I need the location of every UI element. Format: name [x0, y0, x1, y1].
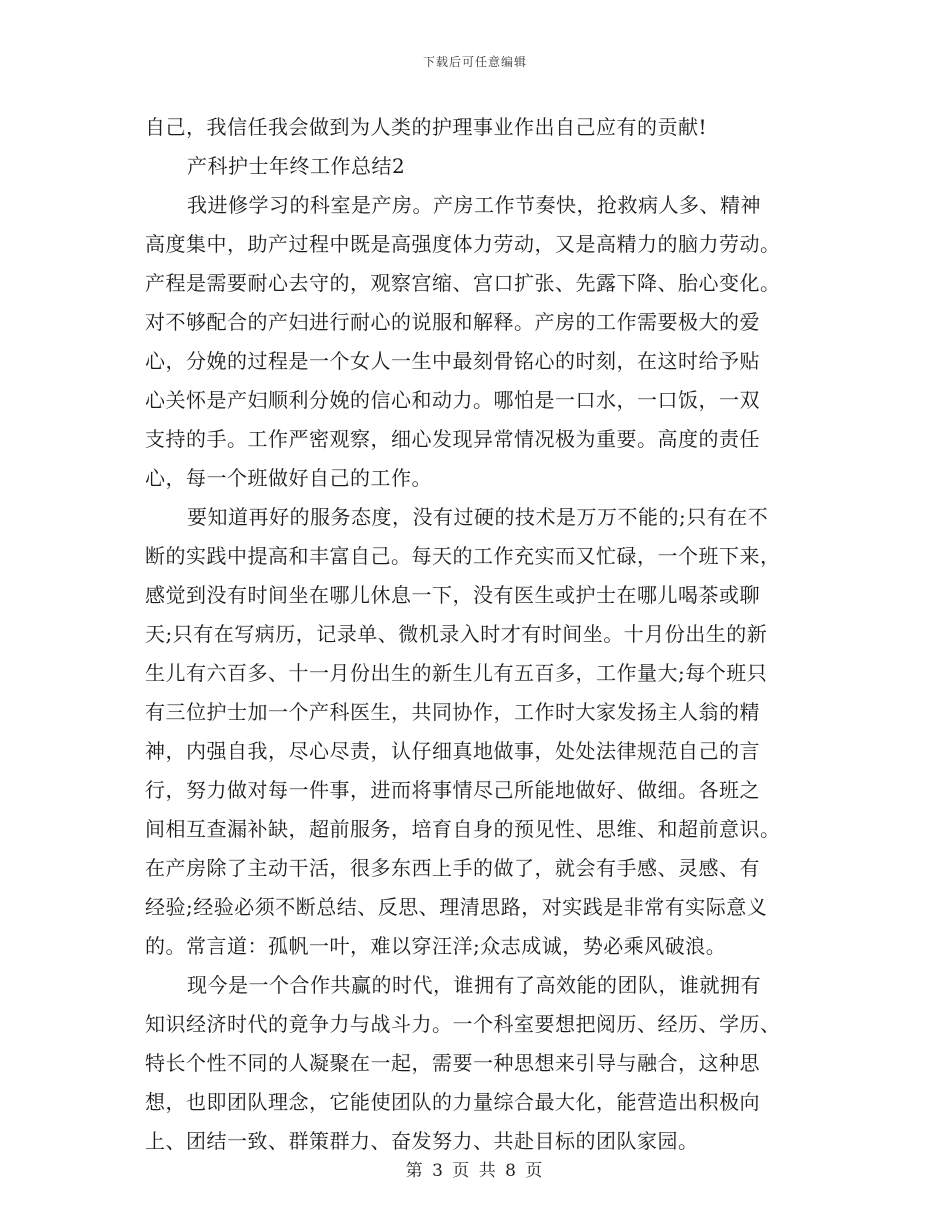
text-line: 经验;经验必须不断总结、反思、理清思路，对实践是非常有实际意义: [145, 895, 768, 919]
text-line: 有三位护士加一个产科医生，共同协作，工作时大家发扬主人翁的精: [145, 700, 760, 724]
text-line: 想，也即团队理念，它能使团队的力量综合最大化，能营造出积极向: [145, 1090, 760, 1114]
text-line: 对不够配合的产妇进行耐心的说服和解释。产房的工作需要极大的爱: [145, 310, 760, 334]
text-line: 在产房除了主动干活，很多东西上手的做了，就会有手感、灵感、有: [145, 856, 760, 880]
text-line: 知识经济时代的竟争力与战斗力。一个科室要想把阅历、经历、学历、: [145, 1012, 781, 1036]
text-line: 特长个性不同的人凝聚在一起，需要一种思想来引导与融合，这种思: [145, 1051, 760, 1075]
text-line: 上、团结一致、群策群力、奋发努力、共赴目标的团队家园。: [145, 1129, 699, 1153]
section-title: 产科护士年终工作总结2: [187, 154, 406, 178]
text-line: 感觉到没有时间坐在哪儿休息一下，没有医生或护士在哪儿喝茶或聊: [145, 583, 760, 607]
text-line: 断的实践中提高和丰富自己。每天的工作充实而又忙碌，一个班下来，: [145, 544, 781, 568]
text-line: 产程是需要耐心去守的，观察宫缩、宫口扩张、先露下降、胎心变化。: [145, 271, 781, 295]
text-line: 生儿有六百多、十一月份出生的新生儿有五百多，工作量大;每个班只: [145, 661, 768, 685]
text-line: 天;只有在写病历，记录单、微机录入时才有时间坐。十月份出生的新: [145, 622, 768, 646]
header-note: 下载后可任意编辑: [422, 55, 527, 69]
text-line: 自己，我信任我会做到为人类的护理事业作出自己应有的贡献!: [145, 115, 708, 139]
text-line: 高度集中，助产过程中既是高强度体力劳动，又是高精力的脑力劳动。: [145, 232, 781, 256]
page-footer: 第 3 页 共 8 页: [405, 1161, 545, 1181]
text-line: 现今是一个合作共赢的时代，谁拥有了高效能的团队，谁就拥有: [187, 973, 761, 997]
text-line: 心，分娩的过程是一个女人一生中最刻骨铭心的时刻，在这时给予贴: [145, 349, 760, 373]
text-line: 心，每一个班做好自己的工作。: [145, 466, 432, 490]
text-line: 要知道再好的服务态度，没有过硬的技术是万万不能的;只有在不: [187, 505, 769, 529]
text-line: 间相互查漏补缺，超前服务，培育自身的预见性、思维、和超前意识。: [145, 817, 781, 841]
document-body: [145, 108, 810, 1161]
text-line: 我进修学习的科室是产房。产房工作节奏快，抢救病人多、精神: [187, 193, 761, 217]
text-line: 的。常言道：孤帆一叶，难以穿汪洋;众志成诚，势必乘风破浪。: [145, 934, 727, 958]
text-line: 行，努力做对每一件事，进而将事情尽己所能地做好、做细。各班之: [145, 778, 760, 802]
text-line: 支持的手。工作严密观察，细心发现异常情况极为重要。高度的责任: [145, 427, 760, 451]
text-line: 心关怀是产妇顺利分娩的信心和动力。哪怕是一口水，一口饭，一双: [145, 388, 760, 412]
text-line: 神，内强自我，尽心尽责，认仔细真地做事，处处法律规范自己的言: [145, 739, 760, 763]
